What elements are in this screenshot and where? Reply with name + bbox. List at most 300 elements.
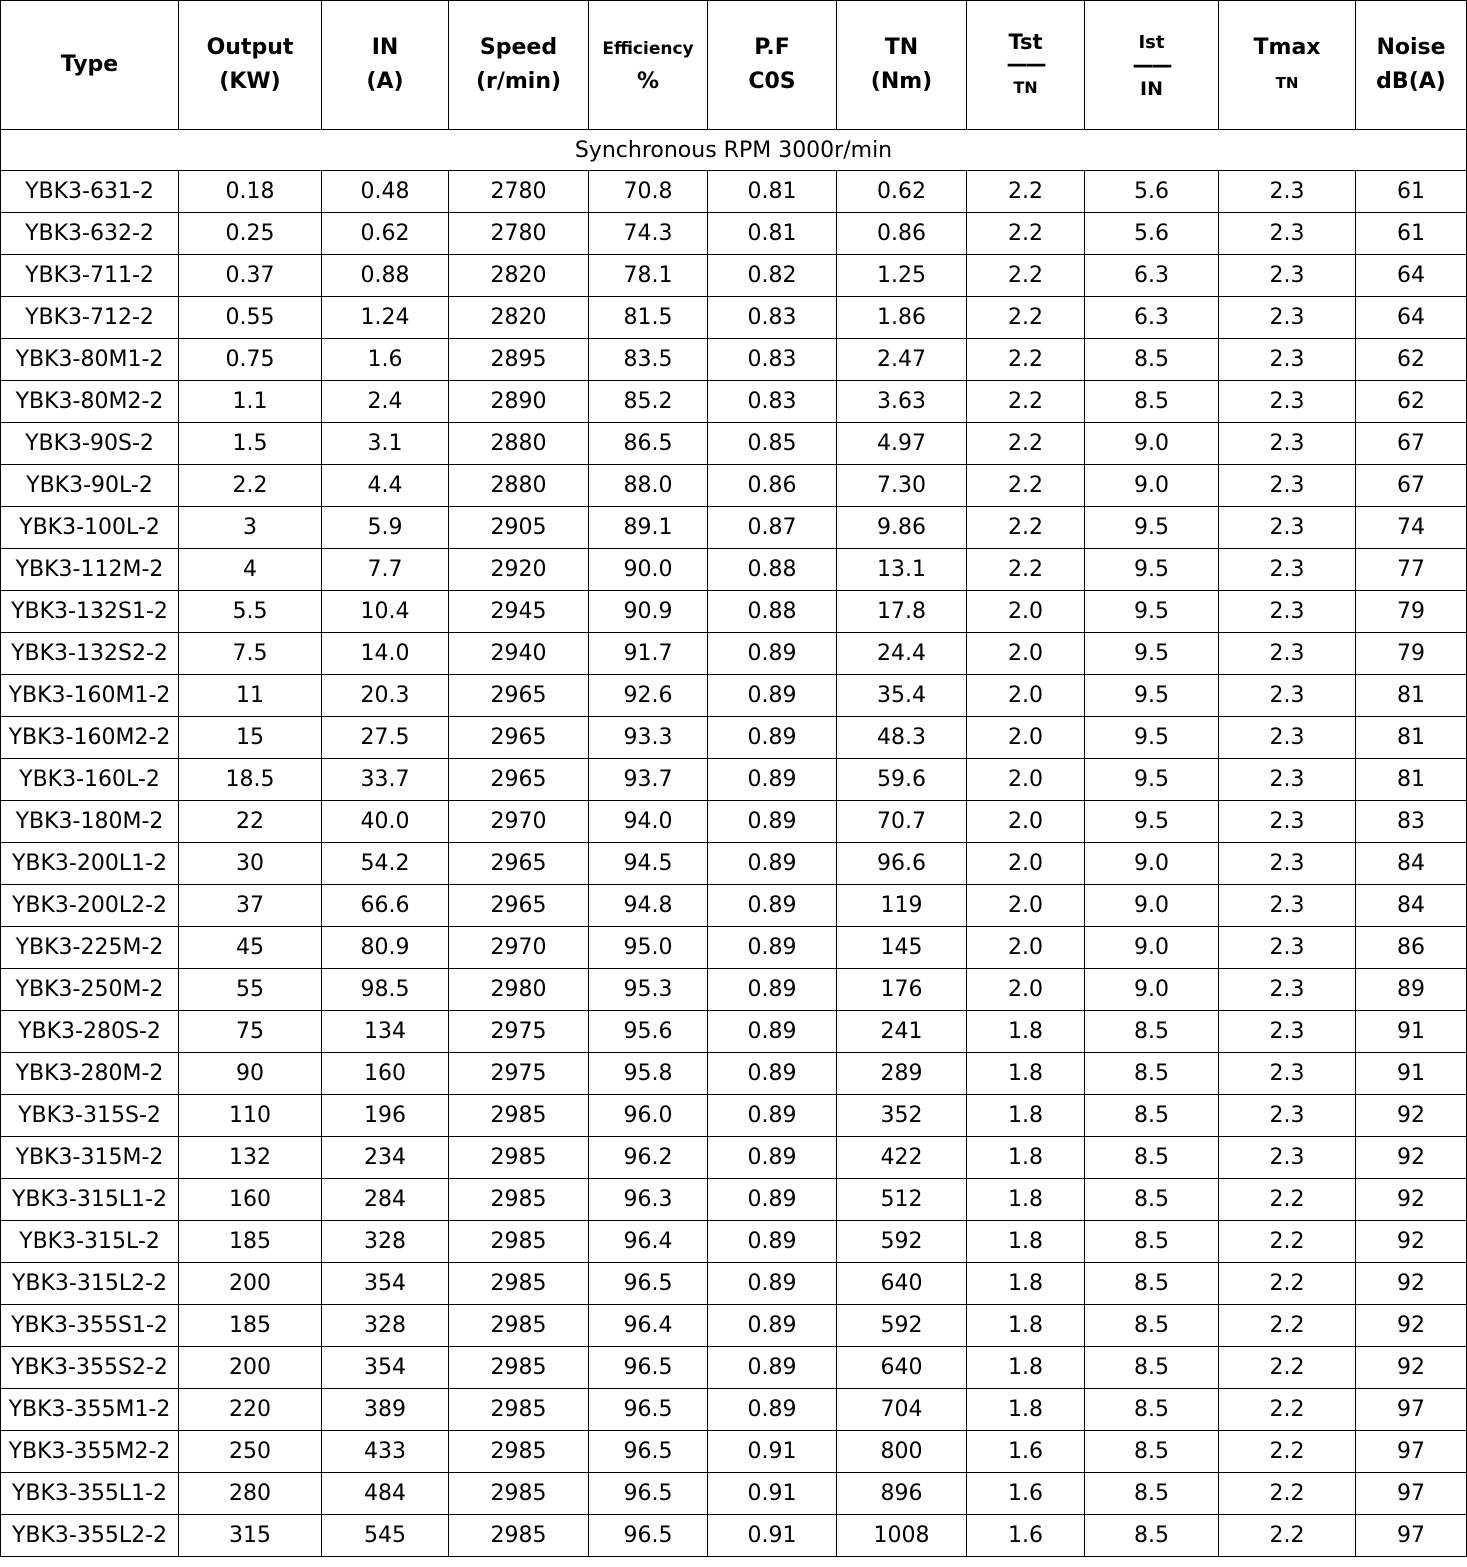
cell-in: 27.5 xyxy=(322,717,449,759)
cell-ist-ratio: 8.5 xyxy=(1085,1011,1219,1053)
cell-efficiency: 88.0 xyxy=(589,465,708,507)
cell-output: 0.75 xyxy=(179,339,322,381)
cell-in: 354 xyxy=(322,1347,449,1389)
cell-tn: 145 xyxy=(837,927,967,969)
cell-in: 484 xyxy=(322,1473,449,1515)
cell-tst-ratio: 2.2 xyxy=(967,465,1085,507)
cell-tst-ratio: 2.2 xyxy=(967,381,1085,423)
cell-noise: 84 xyxy=(1356,843,1467,885)
table-row xyxy=(1,801,1467,843)
cell-type: YBK3-132S2-2 xyxy=(1,633,179,675)
header-pf: P.F C0S xyxy=(708,1,837,130)
cell-tmax: 2.3 xyxy=(1219,927,1356,969)
cell-ist-ratio: 9.5 xyxy=(1085,759,1219,801)
cell-noise: 92 xyxy=(1356,1179,1467,1221)
cell-tn: 1.25 xyxy=(837,255,967,297)
cell-tst-ratio: 2.0 xyxy=(967,633,1085,675)
cell-tn: 59.6 xyxy=(837,759,967,801)
cell-speed: 2780 xyxy=(449,213,589,255)
table-row xyxy=(1,465,1467,507)
cell-type: YBK3-90S-2 xyxy=(1,423,179,465)
header-tst-ratio xyxy=(967,1,1085,130)
cell-pf: 0.83 xyxy=(708,381,837,423)
cell-type: YBK3-180M-2 xyxy=(1,801,179,843)
cell-speed: 2985 xyxy=(449,1221,589,1263)
cell-tn: 2.47 xyxy=(837,339,967,381)
cell-tn: 17.8 xyxy=(837,591,967,633)
cell-tmax: 2.2 xyxy=(1219,1389,1356,1431)
cell-in: 433 xyxy=(322,1431,449,1473)
cell-tn: 4.97 xyxy=(837,423,967,465)
cell-tn: 1.86 xyxy=(837,297,967,339)
cell-ist-ratio: 9.5 xyxy=(1085,675,1219,717)
cell-ist-ratio: 8.5 xyxy=(1085,1095,1219,1137)
cell-noise: 64 xyxy=(1356,255,1467,297)
cell-output: 1.1 xyxy=(179,381,322,423)
cell-in: 328 xyxy=(322,1221,449,1263)
cell-tn: 3.63 xyxy=(837,381,967,423)
cell-tn: 48.3 xyxy=(837,717,967,759)
cell-efficiency: 81.5 xyxy=(589,297,708,339)
cell-output: 0.18 xyxy=(179,171,322,213)
cell-type: YBK3-355L1-2 xyxy=(1,1473,179,1515)
cell-noise: 97 xyxy=(1356,1389,1467,1431)
cell-tst-ratio: 2.0 xyxy=(967,675,1085,717)
cell-in: 33.7 xyxy=(322,759,449,801)
cell-efficiency: 94.8 xyxy=(589,885,708,927)
table-row xyxy=(1,339,1467,381)
cell-ist-ratio: 8.5 xyxy=(1085,1347,1219,1389)
cell-in: 20.3 xyxy=(322,675,449,717)
table-row xyxy=(1,1305,1467,1347)
cell-tst-ratio: 2.2 xyxy=(967,423,1085,465)
cell-type: YBK3-160M2-2 xyxy=(1,717,179,759)
cell-efficiency: 95.3 xyxy=(589,969,708,1011)
cell-tn: 35.4 xyxy=(837,675,967,717)
cell-speed: 2980 xyxy=(449,969,589,1011)
cell-tst-ratio: 2.2 xyxy=(967,339,1085,381)
cell-tmax: 2.3 xyxy=(1219,591,1356,633)
cell-tst-ratio: 2.2 xyxy=(967,213,1085,255)
cell-in: 5.9 xyxy=(322,507,449,549)
cell-speed: 2940 xyxy=(449,633,589,675)
cell-tmax: 2.3 xyxy=(1219,507,1356,549)
cell-pf: 0.89 xyxy=(708,1305,837,1347)
header-tn: TN (Nm) xyxy=(837,1,967,130)
cell-speed: 2985 xyxy=(449,1347,589,1389)
table-row xyxy=(1,1221,1467,1263)
table-row xyxy=(1,171,1467,213)
cell-in: 14.0 xyxy=(322,633,449,675)
cell-tst-ratio: 2.2 xyxy=(967,171,1085,213)
header-output: Output (KW) xyxy=(179,1,322,130)
cell-speed: 2820 xyxy=(449,297,589,339)
cell-type: YBK3-315L1-2 xyxy=(1,1179,179,1221)
table-row xyxy=(1,885,1467,927)
cell-ist-ratio: 8.5 xyxy=(1085,339,1219,381)
cell-noise: 79 xyxy=(1356,633,1467,675)
cell-pf: 0.89 xyxy=(708,843,837,885)
cell-ist-ratio: 9.0 xyxy=(1085,927,1219,969)
cell-in: 389 xyxy=(322,1389,449,1431)
cell-in: 54.2 xyxy=(322,843,449,885)
cell-noise: 92 xyxy=(1356,1347,1467,1389)
cell-in: 234 xyxy=(322,1137,449,1179)
cell-tst-ratio: 1.8 xyxy=(967,1389,1085,1431)
cell-tn: 0.86 xyxy=(837,213,967,255)
cell-tmax: 2.3 xyxy=(1219,381,1356,423)
table-row xyxy=(1,549,1467,591)
cell-tst-ratio: 1.8 xyxy=(967,1011,1085,1053)
cell-speed: 2905 xyxy=(449,507,589,549)
cell-pf: 0.91 xyxy=(708,1431,837,1473)
cell-tn: 176 xyxy=(837,969,967,1011)
cell-tmax: 2.3 xyxy=(1219,801,1356,843)
cell-output: 185 xyxy=(179,1221,322,1263)
table-row xyxy=(1,675,1467,717)
cell-speed: 2880 xyxy=(449,465,589,507)
cell-tmax: 2.2 xyxy=(1219,1263,1356,1305)
cell-pf: 0.89 xyxy=(708,675,837,717)
cell-tn: 7.30 xyxy=(837,465,967,507)
ist-numerator: Ist xyxy=(1138,31,1165,53)
cell-type: YBK3-80M2-2 xyxy=(1,381,179,423)
cell-tmax: 2.3 xyxy=(1219,1095,1356,1137)
cell-pf: 0.89 xyxy=(708,759,837,801)
cell-tmax: 2.3 xyxy=(1219,1053,1356,1095)
cell-noise: 91 xyxy=(1356,1011,1467,1053)
cell-tst-ratio: 1.8 xyxy=(967,1347,1085,1389)
cell-output: 30 xyxy=(179,843,322,885)
cell-tmax: 2.3 xyxy=(1219,885,1356,927)
table-row xyxy=(1,255,1467,297)
cell-pf: 0.91 xyxy=(708,1515,837,1557)
cell-tst-ratio: 1.8 xyxy=(967,1179,1085,1221)
cell-tn: 800 xyxy=(837,1431,967,1473)
cell-noise: 83 xyxy=(1356,801,1467,843)
header-tmax: Tmax TN xyxy=(1219,1,1356,130)
table-row xyxy=(1,843,1467,885)
cell-tn: 70.7 xyxy=(837,801,967,843)
cell-tmax: 2.3 xyxy=(1219,549,1356,591)
cell-in: 0.48 xyxy=(322,171,449,213)
cell-output: 3 xyxy=(179,507,322,549)
cell-tst-ratio: 1.6 xyxy=(967,1431,1085,1473)
cell-pf: 0.89 xyxy=(708,1389,837,1431)
cell-tn: 289 xyxy=(837,1053,967,1095)
cell-tmax: 2.2 xyxy=(1219,1221,1356,1263)
cell-tst-ratio: 1.8 xyxy=(967,1095,1085,1137)
cell-tmax: 2.3 xyxy=(1219,717,1356,759)
cell-type: YBK3-355M1-2 xyxy=(1,1389,179,1431)
cell-pf: 0.89 xyxy=(708,717,837,759)
cell-speed: 2890 xyxy=(449,381,589,423)
cell-tmax: 2.3 xyxy=(1219,339,1356,381)
cell-tmax: 2.3 xyxy=(1219,843,1356,885)
cell-pf: 0.89 xyxy=(708,969,837,1011)
cell-noise: 67 xyxy=(1356,465,1467,507)
cell-speed: 2985 xyxy=(449,1263,589,1305)
cell-in: 80.9 xyxy=(322,927,449,969)
cell-in: 545 xyxy=(322,1515,449,1557)
cell-output: 5.5 xyxy=(179,591,322,633)
cell-efficiency: 96.5 xyxy=(589,1347,708,1389)
cell-noise: 92 xyxy=(1356,1305,1467,1347)
cell-output: 185 xyxy=(179,1305,322,1347)
cell-efficiency: 96.3 xyxy=(589,1179,708,1221)
cell-type: YBK3-711-2 xyxy=(1,255,179,297)
table-row xyxy=(1,507,1467,549)
cell-tmax: 2.2 xyxy=(1219,1473,1356,1515)
cell-in: 4.4 xyxy=(322,465,449,507)
cell-type: YBK3-712-2 xyxy=(1,297,179,339)
cell-ist-ratio: 5.6 xyxy=(1085,213,1219,255)
cell-output: 15 xyxy=(179,717,322,759)
cell-in: 134 xyxy=(322,1011,449,1053)
cell-pf: 0.88 xyxy=(708,549,837,591)
cell-tst-ratio: 1.8 xyxy=(967,1221,1085,1263)
cell-noise: 97 xyxy=(1356,1473,1467,1515)
cell-in: 1.6 xyxy=(322,339,449,381)
cell-output: 7.5 xyxy=(179,633,322,675)
cell-ist-ratio: 8.5 xyxy=(1085,1179,1219,1221)
cell-efficiency: 95.0 xyxy=(589,927,708,969)
cell-efficiency: 78.1 xyxy=(589,255,708,297)
cell-type: YBK3-315S-2 xyxy=(1,1095,179,1137)
cell-type: YBK3-80M1-2 xyxy=(1,339,179,381)
cell-tmax: 2.3 xyxy=(1219,297,1356,339)
table-row xyxy=(1,423,1467,465)
cell-tst-ratio: 2.2 xyxy=(967,507,1085,549)
cell-in: 7.7 xyxy=(322,549,449,591)
cell-tmax: 2.2 xyxy=(1219,1179,1356,1221)
table-row xyxy=(1,1053,1467,1095)
table-row xyxy=(1,213,1467,255)
cell-in: 66.6 xyxy=(322,885,449,927)
cell-pf: 0.89 xyxy=(708,801,837,843)
cell-ist-ratio: 8.5 xyxy=(1085,1053,1219,1095)
cell-type: YBK3-355S1-2 xyxy=(1,1305,179,1347)
cell-ist-ratio: 8.5 xyxy=(1085,1221,1219,1263)
cell-efficiency: 91.7 xyxy=(589,633,708,675)
cell-tmax: 2.3 xyxy=(1219,423,1356,465)
table-row xyxy=(1,1515,1467,1557)
cell-output: 11 xyxy=(179,675,322,717)
cell-tmax: 2.3 xyxy=(1219,759,1356,801)
cell-ist-ratio: 8.5 xyxy=(1085,1431,1219,1473)
cell-output: 0.25 xyxy=(179,213,322,255)
cell-ist-ratio: 8.5 xyxy=(1085,1473,1219,1515)
cell-type: YBK3-355M2-2 xyxy=(1,1431,179,1473)
cell-type: YBK3-315L2-2 xyxy=(1,1263,179,1305)
table-row xyxy=(1,1431,1467,1473)
cell-ist-ratio: 9.0 xyxy=(1085,423,1219,465)
section-row xyxy=(1,130,1467,171)
cell-output: 22 xyxy=(179,801,322,843)
cell-tn: 1008 xyxy=(837,1515,967,1557)
cell-tmax: 2.3 xyxy=(1219,1011,1356,1053)
cell-efficiency: 96.4 xyxy=(589,1221,708,1263)
cell-efficiency: 96.0 xyxy=(589,1095,708,1137)
cell-efficiency: 89.1 xyxy=(589,507,708,549)
cell-noise: 86 xyxy=(1356,927,1467,969)
cell-efficiency: 85.2 xyxy=(589,381,708,423)
cell-type: YBK3-315M-2 xyxy=(1,1137,179,1179)
cell-tn: 640 xyxy=(837,1263,967,1305)
cell-pf: 0.89 xyxy=(708,1179,837,1221)
cell-in: 328 xyxy=(322,1305,449,1347)
cell-output: 0.55 xyxy=(179,297,322,339)
cell-noise: 92 xyxy=(1356,1095,1467,1137)
cell-type: YBK3-200L1-2 xyxy=(1,843,179,885)
cell-output: 75 xyxy=(179,1011,322,1053)
cell-tst-ratio: 2.0 xyxy=(967,591,1085,633)
cell-pf: 0.83 xyxy=(708,339,837,381)
cell-tmax: 2.2 xyxy=(1219,1515,1356,1557)
cell-efficiency: 96.2 xyxy=(589,1137,708,1179)
cell-tst-ratio: 1.6 xyxy=(967,1515,1085,1557)
cell-noise: 64 xyxy=(1356,297,1467,339)
cell-type: YBK3-280S-2 xyxy=(1,1011,179,1053)
cell-tn: 640 xyxy=(837,1347,967,1389)
cell-speed: 2985 xyxy=(449,1389,589,1431)
cell-efficiency: 90.0 xyxy=(589,549,708,591)
cell-in: 1.24 xyxy=(322,297,449,339)
cell-tmax: 2.3 xyxy=(1219,465,1356,507)
cell-efficiency: 96.4 xyxy=(589,1305,708,1347)
cell-noise: 91 xyxy=(1356,1053,1467,1095)
cell-noise: 81 xyxy=(1356,717,1467,759)
cell-tn: 119 xyxy=(837,885,967,927)
cell-speed: 2975 xyxy=(449,1053,589,1095)
cell-noise: 79 xyxy=(1356,591,1467,633)
table-row xyxy=(1,927,1467,969)
cell-tmax: 2.2 xyxy=(1219,1431,1356,1473)
header-row xyxy=(1,1,1467,130)
cell-speed: 2975 xyxy=(449,1011,589,1053)
cell-efficiency: 96.5 xyxy=(589,1389,708,1431)
cell-tst-ratio: 2.0 xyxy=(967,885,1085,927)
cell-output: 160 xyxy=(179,1179,322,1221)
cell-type: YBK3-200L2-2 xyxy=(1,885,179,927)
cell-type: YBK3-132S1-2 xyxy=(1,591,179,633)
cell-output: 4 xyxy=(179,549,322,591)
table-row xyxy=(1,717,1467,759)
cell-ist-ratio: 8.5 xyxy=(1085,1263,1219,1305)
cell-type: YBK3-112M-2 xyxy=(1,549,179,591)
cell-output: 37 xyxy=(179,885,322,927)
cell-efficiency: 70.8 xyxy=(589,171,708,213)
cell-efficiency: 95.6 xyxy=(589,1011,708,1053)
cell-pf: 0.89 xyxy=(708,1263,837,1305)
cell-in: 284 xyxy=(322,1179,449,1221)
cell-pf: 0.82 xyxy=(708,255,837,297)
cell-efficiency: 94.0 xyxy=(589,801,708,843)
cell-speed: 2920 xyxy=(449,549,589,591)
cell-noise: 74 xyxy=(1356,507,1467,549)
cell-tst-ratio: 2.0 xyxy=(967,801,1085,843)
cell-in: 10.4 xyxy=(322,591,449,633)
cell-pf: 0.81 xyxy=(708,171,837,213)
cell-output: 132 xyxy=(179,1137,322,1179)
cell-in: 2.4 xyxy=(322,381,449,423)
cell-ist-ratio: 9.0 xyxy=(1085,843,1219,885)
cell-tmax: 2.3 xyxy=(1219,255,1356,297)
cell-efficiency: 93.7 xyxy=(589,759,708,801)
cell-tmax: 2.2 xyxy=(1219,1305,1356,1347)
cell-type: YBK3-250M-2 xyxy=(1,969,179,1011)
cell-efficiency: 93.3 xyxy=(589,717,708,759)
cell-speed: 2985 xyxy=(449,1137,589,1179)
table-row xyxy=(1,1263,1467,1305)
cell-tst-ratio: 2.0 xyxy=(967,843,1085,885)
cell-tn: 96.6 xyxy=(837,843,967,885)
table-row xyxy=(1,1095,1467,1137)
cell-noise: 62 xyxy=(1356,381,1467,423)
cell-efficiency: 96.5 xyxy=(589,1263,708,1305)
cell-noise: 61 xyxy=(1356,213,1467,255)
header-in: IN (A) xyxy=(322,1,449,130)
cell-ist-ratio: 9.5 xyxy=(1085,801,1219,843)
cell-speed: 2965 xyxy=(449,717,589,759)
cell-tn: 352 xyxy=(837,1095,967,1137)
cell-pf: 0.89 xyxy=(708,927,837,969)
cell-speed: 2985 xyxy=(449,1179,589,1221)
cell-speed: 2970 xyxy=(449,801,589,843)
cell-efficiency: 90.9 xyxy=(589,591,708,633)
cell-ist-ratio: 9.0 xyxy=(1085,885,1219,927)
cell-pf: 0.89 xyxy=(708,1011,837,1053)
cell-speed: 2985 xyxy=(449,1473,589,1515)
cell-output: 2.2 xyxy=(179,465,322,507)
cell-noise: 67 xyxy=(1356,423,1467,465)
cell-tst-ratio: 1.6 xyxy=(967,1473,1085,1515)
cell-noise: 81 xyxy=(1356,675,1467,717)
cell-efficiency: 83.5 xyxy=(589,339,708,381)
cell-type: YBK3-355S2-2 xyxy=(1,1347,179,1389)
cell-efficiency: 74.3 xyxy=(589,213,708,255)
cell-tmax: 2.3 xyxy=(1219,171,1356,213)
cell-tst-ratio: 2.0 xyxy=(967,969,1085,1011)
cell-pf: 0.89 xyxy=(708,1137,837,1179)
cell-speed: 2895 xyxy=(449,339,589,381)
cell-output: 200 xyxy=(179,1263,322,1305)
cell-pf: 0.89 xyxy=(708,1095,837,1137)
cell-tmax: 2.3 xyxy=(1219,675,1356,717)
cell-output: 1.5 xyxy=(179,423,322,465)
cell-in: 196 xyxy=(322,1095,449,1137)
cell-type: YBK3-160L-2 xyxy=(1,759,179,801)
cell-noise: 92 xyxy=(1356,1221,1467,1263)
cell-tst-ratio: 2.2 xyxy=(967,549,1085,591)
cell-tn: 13.1 xyxy=(837,549,967,591)
cell-tmax: 2.2 xyxy=(1219,1347,1356,1389)
cell-noise: 89 xyxy=(1356,969,1467,1011)
cell-speed: 2820 xyxy=(449,255,589,297)
cell-output: 250 xyxy=(179,1431,322,1473)
cell-tmax: 2.3 xyxy=(1219,969,1356,1011)
table-row xyxy=(1,633,1467,675)
cell-noise: 62 xyxy=(1356,339,1467,381)
cell-in: 0.62 xyxy=(322,213,449,255)
cell-ist-ratio: 9.0 xyxy=(1085,969,1219,1011)
cell-type: YBK3-90L-2 xyxy=(1,465,179,507)
table-row xyxy=(1,1347,1467,1389)
cell-ist-ratio: 9.5 xyxy=(1085,507,1219,549)
cell-speed: 2985 xyxy=(449,1515,589,1557)
cell-pf: 0.88 xyxy=(708,591,837,633)
tst-denominator: TN xyxy=(1013,77,1038,97)
